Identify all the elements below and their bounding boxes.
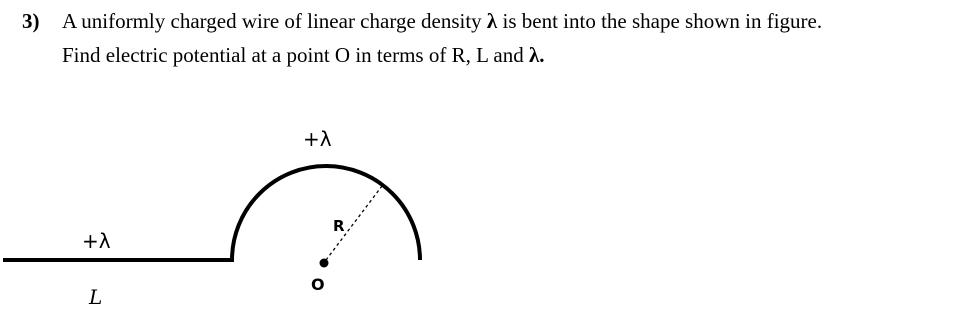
semicircle-arc bbox=[232, 166, 420, 260]
question-text-part: is bent into the shape shown in figure. bbox=[497, 9, 823, 33]
center-label: O bbox=[311, 275, 325, 294]
wire-length-label: L bbox=[89, 285, 103, 309]
question-number: 3) bbox=[22, 9, 40, 33]
question-block bbox=[22, 6, 952, 70]
center-point bbox=[320, 259, 329, 268]
arc-charge-label: +λ bbox=[303, 127, 332, 151]
lambda-symbol: λ. bbox=[528, 43, 545, 67]
question-text-part: A uniformly charged wire of linear charge density bbox=[62, 9, 487, 33]
question-text-part: Find electric potential at a point O in terms of R, L and bbox=[62, 43, 529, 67]
wire-charge-label: +λ bbox=[82, 229, 111, 253]
lambda-symbol: λ bbox=[486, 9, 498, 33]
question-line-1 bbox=[22, 6, 952, 36]
question-line-2 bbox=[22, 40, 952, 70]
radius-label: R bbox=[333, 217, 345, 235]
charged-wire-figure bbox=[0, 100, 966, 312]
